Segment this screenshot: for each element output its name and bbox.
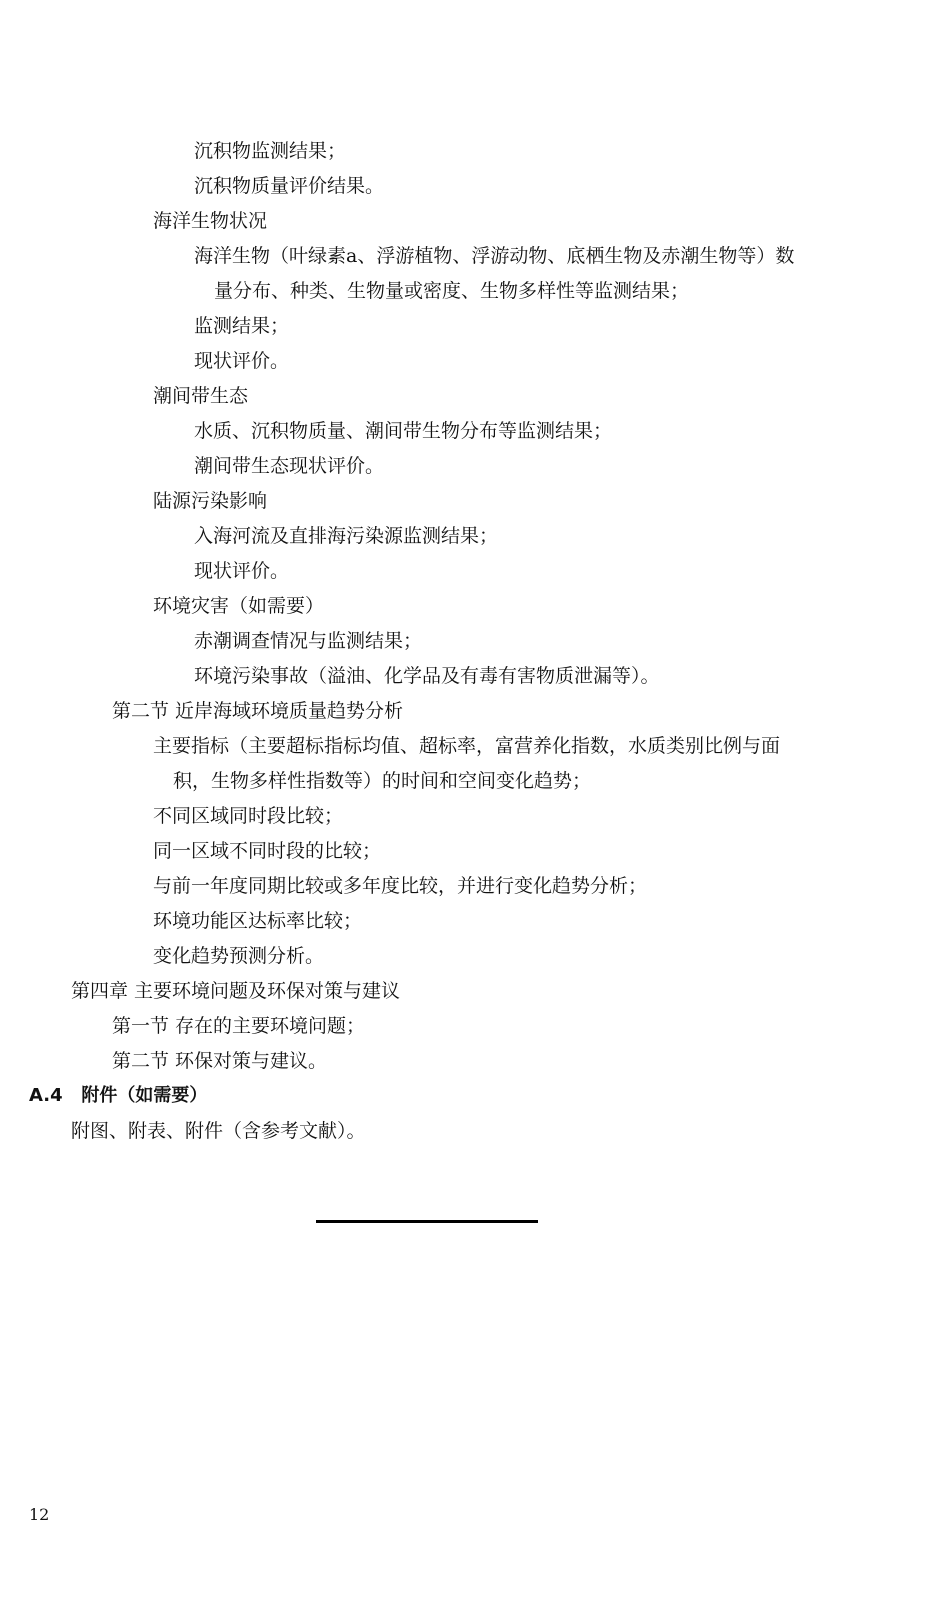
text-line-red-tide: 赤潮调查情况与监测结果； (194, 630, 423, 652)
text-line-marine-biology-cont: 量分布、种类、生物量或密度、生物多样性等监测结果； (214, 280, 690, 302)
text-line-main-indicators: 主要指标（主要超标指标均值、超标率，富营养化指数，水质类别比例与面 (153, 735, 781, 757)
text-line-attachments: 附图、附表、附件（含参考文献）。 (71, 1120, 366, 1142)
page-number: 12 (29, 1505, 50, 1524)
subsection-marine-biology: 海洋生物状况 (153, 210, 268, 232)
subsection-environmental-disasters: 环境灾害（如需要） (153, 595, 325, 617)
text-line-status-evaluation: 现状评价。 (194, 350, 290, 372)
section-heading-trend-analysis: 第二节 近岸海域环境质量趋势分析 (112, 700, 404, 722)
appendix-heading-a4: A.4 附件（如需要） (29, 1085, 208, 1106)
text-line-regional-comparison: 不同区域同时段比较； (153, 805, 344, 827)
text-line-compliance-rate: 环境功能区达标率比较； (153, 910, 363, 932)
text-line-period-comparison: 同一区域不同时段的比较； (153, 840, 382, 862)
text-line-river-monitoring: 入海河流及直排海污染源监测结果； (194, 525, 499, 547)
text-line-sediment-quality: 沉积物质量评价结果。 (194, 175, 385, 197)
text-line-land-evaluation: 现状评价。 (194, 560, 290, 582)
text-line-yearly-comparison: 与前一年度同期比较或多年度比较，并进行变化趋势分析； (153, 875, 648, 897)
text-line-marine-biology: 海洋生物（叶绿素a、浮游植物、浮游动物、底栖生物及赤潮生物等）数 (194, 245, 795, 267)
subsection-intertidal-ecology: 潮间带生态 (153, 385, 249, 407)
end-rule (316, 1220, 538, 1223)
text-line-trend-forecast: 变化趋势预测分析。 (153, 945, 325, 967)
text-line-sediment-monitoring: 沉积物监测结果； (194, 140, 347, 162)
text-line-intertidal-monitoring: 水质、沉积物质量、潮间带生物分布等监测结果； (194, 420, 613, 442)
chapter-heading-chapter-four: 第四章 主要环境问题及环保对策与建议 (71, 980, 401, 1002)
subsection-land-pollution: 陆源污染影响 (153, 490, 268, 512)
text-line-main-indicators-cont: 积，生物多样性指数等）的时间和空间变化趋势； (173, 770, 592, 792)
section-heading-main-problems: 第一节 存在的主要环境问题； (112, 1015, 366, 1037)
text-line-monitoring-results: 监测结果； (194, 315, 290, 337)
section-heading-countermeasures: 第二节 环保对策与建议。 (112, 1050, 328, 1072)
text-line-pollution-accidents: 环境污染事故（溢油、化学品及有毒有害物质泄漏等）。 (194, 665, 660, 687)
text-line-intertidal-evaluation: 潮间带生态现状评价。 (194, 455, 385, 477)
